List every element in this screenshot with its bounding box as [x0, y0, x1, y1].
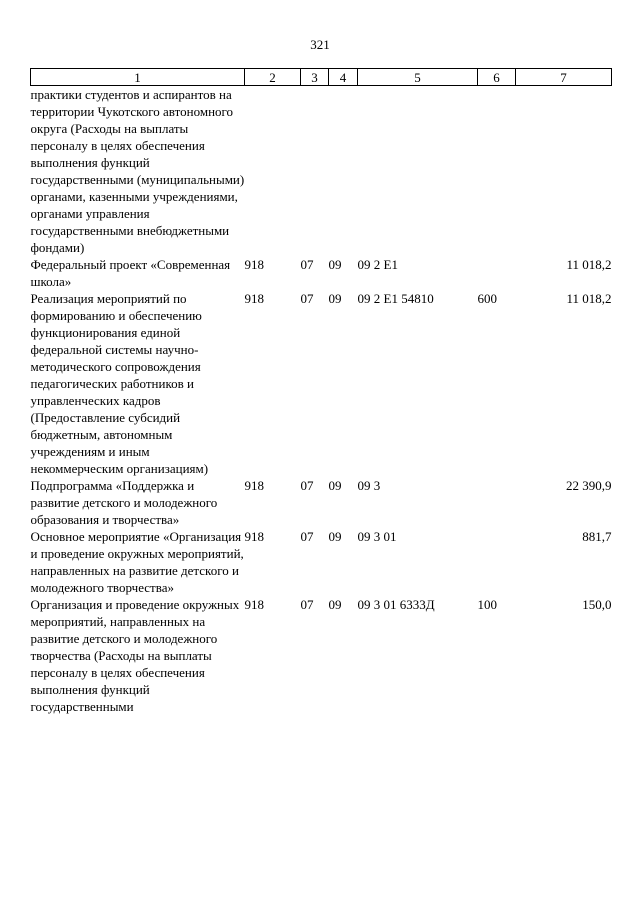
column-header: 1 [31, 69, 245, 86]
cell-gr [245, 86, 301, 257]
cell-gr: 918 [244, 597, 264, 612]
column-header: 4 [329, 69, 358, 86]
cell-rz: 07 [300, 597, 314, 612]
cell-amount: 11 018,2 [566, 291, 612, 306]
cell-pr: 09 [328, 291, 342, 306]
cell-gr: 918 [244, 478, 264, 493]
cell-pr: 09 [328, 597, 342, 612]
table-row [31, 86, 612, 257]
cell-csr: 09 2 E1 [357, 257, 398, 272]
cell-rz: 07 [300, 257, 314, 272]
row-name: Основное мероприятие «Организация и проведение окружных мероприятий, направленных на развитие детского и молодежного творчества» [30, 529, 244, 595]
cell-rz: 07 [300, 529, 314, 544]
cell-amount [516, 86, 612, 257]
cell-csr: 09 2 E1 54810 [357, 291, 434, 306]
cell-vr: 600 [477, 291, 497, 306]
row-name: Подпрограмма «Поддержка и развитие детского и молодежного образования и творчества» [30, 478, 218, 527]
cell-csr: 09 3 01 [357, 529, 397, 544]
cell-pr [329, 86, 358, 257]
cell-vr [478, 528, 516, 596]
table-row [31, 290, 612, 477]
cell-csr [358, 86, 478, 257]
row-name: Организация и проведение окружных мероприятий, направленных на развитие детского и молодежного творчества (Расходы на выплаты персоналу в целях обеспечения выполнения функций государственными [30, 597, 240, 714]
page-number: 321 [310, 37, 330, 52]
table-row [31, 477, 612, 528]
column-header: 2 [245, 69, 301, 86]
cell-gr: 918 [244, 257, 264, 272]
cell-amount: 22 390,9 [566, 478, 612, 493]
cell-amount: 881,7 [582, 529, 612, 544]
column-header: 7 [516, 69, 612, 86]
cell-pr: 09 [328, 478, 342, 493]
cell-csr: 09 3 01 6333Д [357, 597, 435, 612]
cell-amount: 11 018,2 [566, 257, 612, 272]
cell-rz [301, 86, 329, 257]
table-header-row [31, 69, 612, 86]
cell-rz: 07 [300, 291, 314, 306]
column-header: 3 [301, 69, 329, 86]
cell-vr [478, 86, 516, 257]
row-name: Реализация мероприятий по формированию и обеспечению функционирования единой федеральной системы научно-методического сопровождения педагогических работников и управленческих кадров (Предоставление субсидий бюджетным, автономным учреждениям и иным некоммерческим организациям) [30, 291, 209, 476]
cell-vr: 100 [477, 597, 497, 612]
table-row [31, 256, 612, 290]
table-row [31, 596, 612, 715]
row-name: Федеральный проект «Современная школа» [30, 257, 231, 289]
cell-pr: 09 [328, 257, 342, 272]
budget-table [30, 68, 612, 715]
cell-csr: 09 3 [357, 478, 381, 493]
cell-gr: 918 [244, 529, 264, 544]
cell-pr: 09 [328, 529, 342, 544]
table-row [31, 528, 612, 596]
column-header: 6 [478, 69, 516, 86]
cell-vr [478, 477, 516, 528]
column-header: 5 [358, 69, 478, 86]
cell-rz: 07 [300, 478, 314, 493]
cell-vr [478, 256, 516, 290]
row-name: практики студентов и аспирантов на территории Чукотского автономного округа (Расходы на выплаты персоналу в целях обеспечения выполнения функций государственными (муниципальными) органами, казенными учреждениями, органами управления государственными внебюджетными фондами) [30, 87, 245, 255]
cell-gr: 918 [244, 291, 264, 306]
cell-amount: 150,0 [582, 597, 612, 612]
